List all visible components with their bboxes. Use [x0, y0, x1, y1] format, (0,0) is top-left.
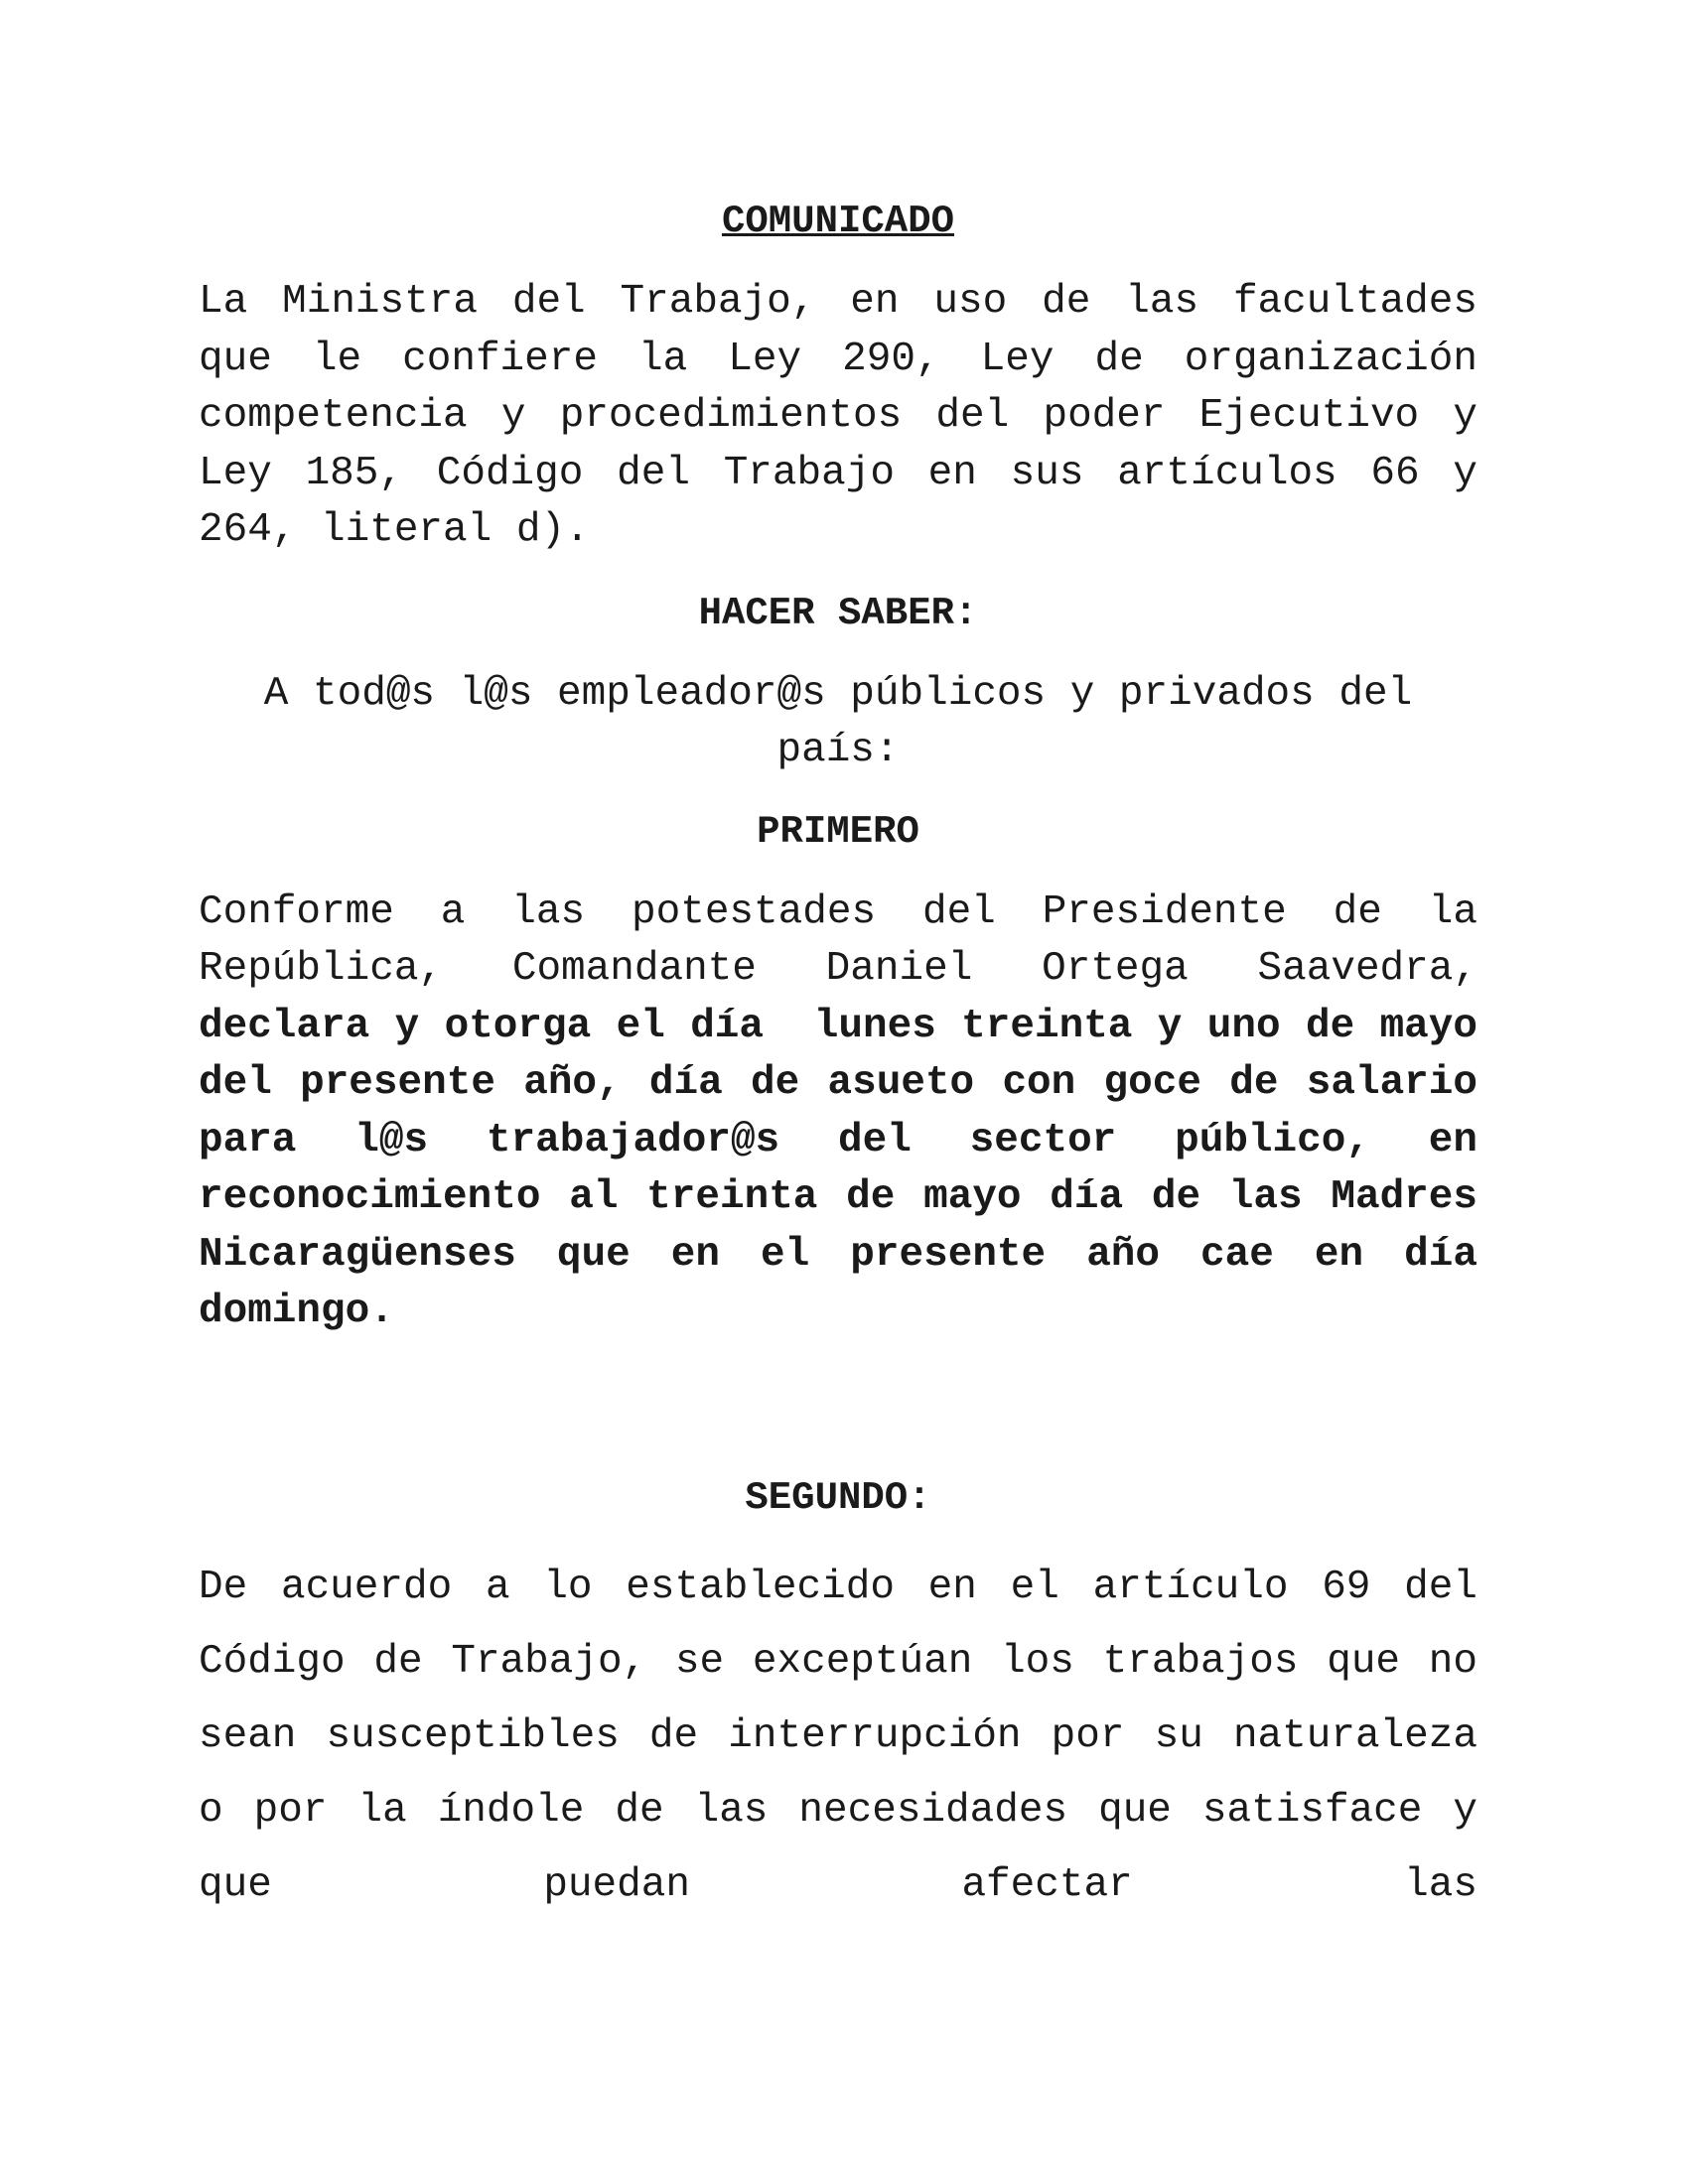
primero-bold-text: declara y otorga el día lunes treinta y uno de mayo del presente año, día de asueto con goce de salario para l@s trabajador@s del sector público, en reconocimiento al treinta de mayo día de las Madres Nicaragüenses que en el presente año cae en día domingo.	[199, 1003, 1502, 1334]
primero-regular-text: Conforme a las potestades del Presidente de la República, Comandante Daniel Ortega Saavedra,	[199, 888, 1502, 992]
spacer	[199, 642, 1477, 666]
document-page	[199, 194, 1502, 1923]
primero-heading: PRIMERO	[757, 809, 919, 854]
segundo-paragraph: De acuerdo a lo establecido en el artículo 69 del Código de Trabajo, se exceptúan los trabajos que no sean susceptibles de interrupción por su naturaleza o por la índole de las necesidades que satisface y que puedan afectar las	[199, 1564, 1477, 1908]
spacer	[199, 780, 1477, 804]
spacer	[199, 1341, 1477, 1470]
primero-paragraph	[199, 885, 1502, 1341]
document-title: COMUNICADO	[721, 200, 955, 243]
spacer	[199, 560, 1477, 586]
intro-paragraph: La Ministra del Trabajo, en uso de las facultades que le confiere la Ley 290, Ley de organización competencia y procedimientos del poder Ejecutivo y Ley 185, Código del Trabajo en sus artículos 66 y 264, literal d).	[199, 279, 1477, 553]
addressee-paragraph: A tod@s l@s empleador@s públicos y privados del país:	[263, 670, 1413, 773]
spacer	[199, 1527, 1477, 1551]
spacer	[199, 861, 1477, 885]
hacer-saber-heading: HACER SABER:	[698, 591, 978, 635]
segundo-heading: SEGUNDO:	[745, 1475, 931, 1520]
